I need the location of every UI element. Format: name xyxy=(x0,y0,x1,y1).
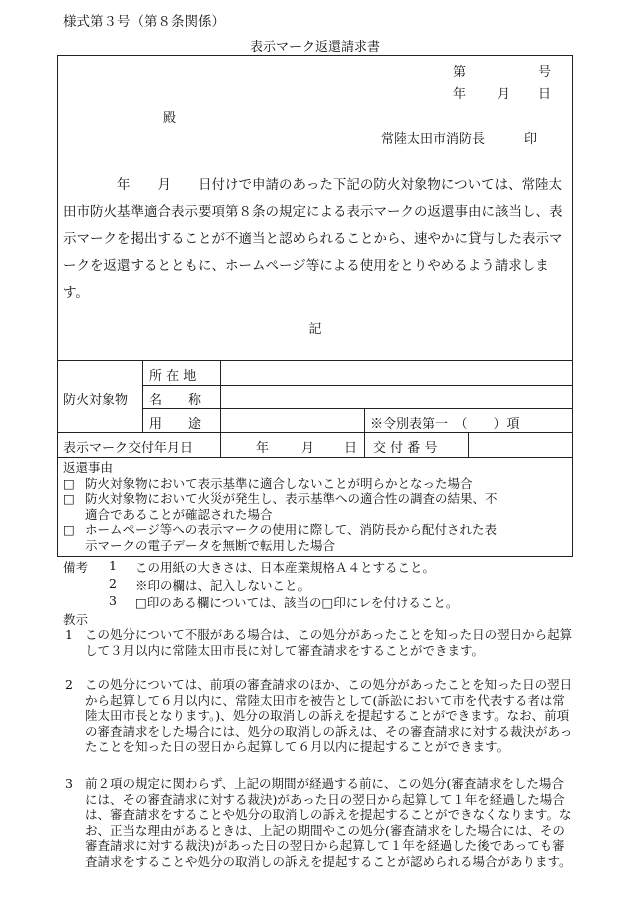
instruction-item-2 xyxy=(65,677,573,755)
reason-checkbox-3[interactable]: □ xyxy=(63,522,75,537)
return-reasons xyxy=(63,460,569,553)
mark-date-month: 月 xyxy=(301,441,315,456)
reason-item-1 xyxy=(63,476,569,492)
date-month: 月 xyxy=(497,87,511,102)
date-day: 日 xyxy=(538,87,552,102)
instruction-2-num: 2 xyxy=(65,677,73,692)
note-1-num: 1 xyxy=(109,558,117,573)
use-label: 用 途 xyxy=(149,417,202,432)
table-line-top xyxy=(57,360,573,361)
table-line-5 xyxy=(57,457,573,458)
number-suffix: 号 xyxy=(538,65,552,80)
reason-1-text: 防火対象物において表示基準に適合しないことが明らかとなった場合 xyxy=(85,475,473,491)
instruction-3-text: 前２項の規定に関わらず、上記の期間が経過する前に、この処分(審査請求をした場合には、その審査請求に対する裁決)があった日の翌日から起算して１年を経過した場合は、審査請求をすることや処分の取消しの訴えを提起することができなくなります。なお、正当な理由があるときは、上記の期間やこの処分(審査請求をした場合には、その審査請求に対する裁決)があった日の翌日から起算して１年を経過した後であっても審査請求をすることや処分の取消しの訴えを提起することが認められる場合があります。 xyxy=(85,776,572,869)
mark-date-label: 表示マーク交付年月日 xyxy=(63,441,194,456)
instruction-1-text: この処分について不服がある場合は、この処分があったことを知った日の翌日から起算して３月以内に常陸太田市長に対して審査請求をすることができます。 xyxy=(85,627,573,658)
table-line-3 xyxy=(142,408,573,409)
reason-item-3 xyxy=(63,522,569,553)
instruction-2-text: この処分については、前項の審査請求のほか、この処分があったことを知った日の翌日から起算して６月以内に、常陸太田市を被告として(訴訟において市を代表する者は常陸太田市長となります。)、処分の取消しの訴えを提起することができます。なお、前項の審査請求をした場合には、処分の取消しの訴えは、その審査請求に対する裁決があったことを知った日の翌日から起算して６月以内に提起することができます。 xyxy=(85,677,573,754)
document-title: 表示マーク返還請求書 xyxy=(249,40,380,55)
request-body-text: 年 月 日付けで申請のあった下記の防火対象物については、常陸太田市防火基準適合表示要項第８条の規定による表示マークの返還事由に該当し、表示マークを掲出することが不適当と認められることから、速やかに貸与した表示マークを返還するとともに、ホームページ等による使用をとりやめるよう請求します。 xyxy=(63,177,563,301)
mark-date-day: 日 xyxy=(344,441,358,456)
instruction-3-num: 3 xyxy=(65,776,73,791)
instruction-1-num: 1 xyxy=(65,627,73,642)
issue-number-label: 交 付 番 号 xyxy=(373,441,438,456)
table-vline-4 xyxy=(468,432,469,457)
table-line-4 xyxy=(57,432,573,433)
notes-label: 備考 xyxy=(63,560,89,575)
instruction-item-3 xyxy=(65,776,573,869)
reason-2-text-cont: 適合であることが確認された場合 xyxy=(85,506,273,522)
reason-3-text-cont: 示マークの電子データを無断で転用した場合 xyxy=(85,537,336,553)
instruction-item-1 xyxy=(65,627,573,658)
table-vline-3 xyxy=(364,408,365,457)
location-label: 所 在 地 xyxy=(149,369,197,384)
note-2-text: ※印の欄は、記入しないこと。 xyxy=(135,578,311,593)
reason-3-text: ホームページ等への表示マークの使用に際して、消防長から配付された表 xyxy=(85,522,498,537)
table-vline-1 xyxy=(142,360,143,432)
note-1-text: この用紙の大きさは、日本産業規格Ａ４とすること。 xyxy=(135,560,436,575)
mark-date-year: 年 xyxy=(256,441,270,456)
reason-checkbox-2[interactable]: □ xyxy=(63,491,75,506)
reasons-title: 返還事由 xyxy=(63,460,114,475)
reason-2-text: 防火対象物において火災が発生し、表示基準への適合性の調査の結果、不 xyxy=(85,491,498,506)
instructions-title: 教示 xyxy=(63,612,89,627)
ki-heading: 記 xyxy=(308,322,322,337)
form-number: 様式第３号（第８条関係） xyxy=(63,14,225,30)
note-3-num: 3 xyxy=(109,593,117,608)
note-2-num: 2 xyxy=(109,576,117,591)
fire-object-label: 防火対象物 xyxy=(63,393,129,408)
sender-name: 常陸太田市消防長 xyxy=(381,132,486,147)
ordinance-note: ※令別表第一 （ ）項 xyxy=(370,417,520,432)
number-prefix: 第 xyxy=(453,65,467,80)
name-label: 名 称 xyxy=(149,393,202,408)
table-vline-2 xyxy=(220,360,221,457)
reason-item-2 xyxy=(63,491,569,522)
note-3-text: □印のある欄については、該当の□印にレを付けること。 xyxy=(135,595,459,610)
seal-mark: 印 xyxy=(524,132,538,147)
addressee-dono: 殿 xyxy=(163,111,177,126)
table-line-2 xyxy=(142,385,573,386)
date-year: 年 xyxy=(453,87,467,102)
reason-checkbox-1[interactable]: □ xyxy=(63,475,75,491)
